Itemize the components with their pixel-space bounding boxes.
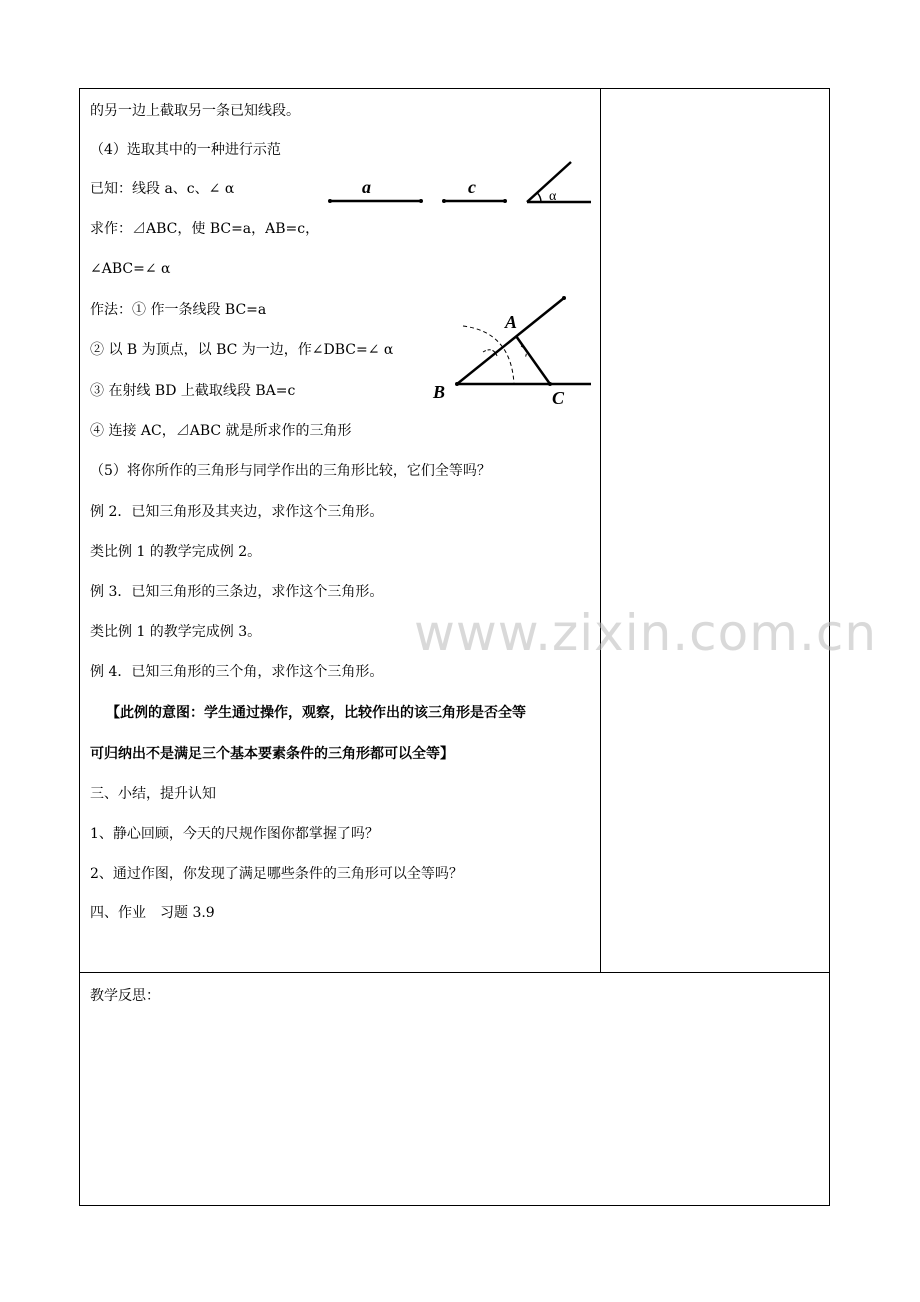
construction-arc-outer — [463, 326, 514, 384]
triangle-construction-figure — [425, 290, 600, 415]
section-heading: 三、小结，提升认知 — [90, 786, 216, 802]
row-divider — [80, 972, 829, 973]
text-line: 求作：⊿ABC，使 BC=a，AB=c， — [90, 221, 320, 237]
segment-c-endpoint — [442, 199, 446, 203]
text-line: 已知：线段 a、c、∠ α — [90, 181, 235, 197]
text-line: 例 4．已知三角形的三个角，求作这个三角形。 — [90, 664, 384, 680]
text-line: 例 3．已知三角形的三条边，求作这个三角形。 — [90, 584, 384, 600]
point-d — [562, 296, 566, 300]
watermark: www.zixin.com.cn — [414, 604, 878, 662]
text-line: 1、静心回顾，今天的尺规作图你都掌握了吗？ — [90, 826, 379, 842]
point-b — [455, 382, 459, 386]
text-line: ② 以 B 为顶点，以 BC 为一边，作∠DBC=∠ α — [90, 342, 394, 358]
text-line: 2、通过作图，你发现了满足哪些条件的三角形可以全等吗？ — [90, 866, 463, 882]
label-A: A — [505, 312, 518, 332]
text-line: 例 2．已知三角形及其夹边，求作这个三角形。 — [90, 504, 384, 520]
intent-note: 【此例的意图：学生通过操作，观察，比较作出的该三角形是否全等 — [106, 705, 526, 721]
angle-arc — [537, 193, 541, 203]
reflection-label: 教学反思： — [90, 988, 160, 1004]
text-line: ④ 连接 AC，⊿ABC 就是所求作的三角形 — [90, 423, 352, 439]
segment-c-endpoint — [503, 199, 507, 203]
label-c: c — [468, 177, 476, 197]
text-line: ③ 在射线 BD 上截取线段 BA=c — [90, 383, 296, 399]
intent-note: 可归纳出不是满足三个基本要素条件的三角形都可以全等】 — [90, 746, 454, 762]
text-line: 类比例 1 的教学完成例 3。 — [90, 624, 262, 640]
given-figure — [320, 155, 600, 215]
segment-ac — [516, 336, 550, 384]
segment-a-endpoint — [419, 199, 423, 203]
label-B: B — [433, 382, 446, 402]
text-line: （4）选取其中的一种进行示范 — [90, 142, 281, 158]
text-line: （5）将你所作的三角形与同学作出的三角形比较，它们全等吗？ — [90, 463, 491, 479]
label-C: C — [552, 388, 565, 408]
point-c — [548, 382, 552, 386]
section-heading: 四、作业 习题 3.9 — [90, 905, 215, 921]
ray-bd — [457, 298, 564, 384]
text-line: ∠ABC=∠ α — [90, 261, 171, 277]
text-line: 的另一边上截取另一条已知线段。 — [90, 103, 300, 119]
text-line: 类比例 1 的教学完成例 2。 — [90, 544, 262, 560]
segment-a-endpoint — [328, 199, 332, 203]
label-alpha: α — [549, 189, 557, 204]
label-a: a — [362, 177, 371, 197]
text-line: 作法：① 作一条线段 BC=a — [90, 302, 267, 318]
column-divider — [600, 89, 601, 972]
